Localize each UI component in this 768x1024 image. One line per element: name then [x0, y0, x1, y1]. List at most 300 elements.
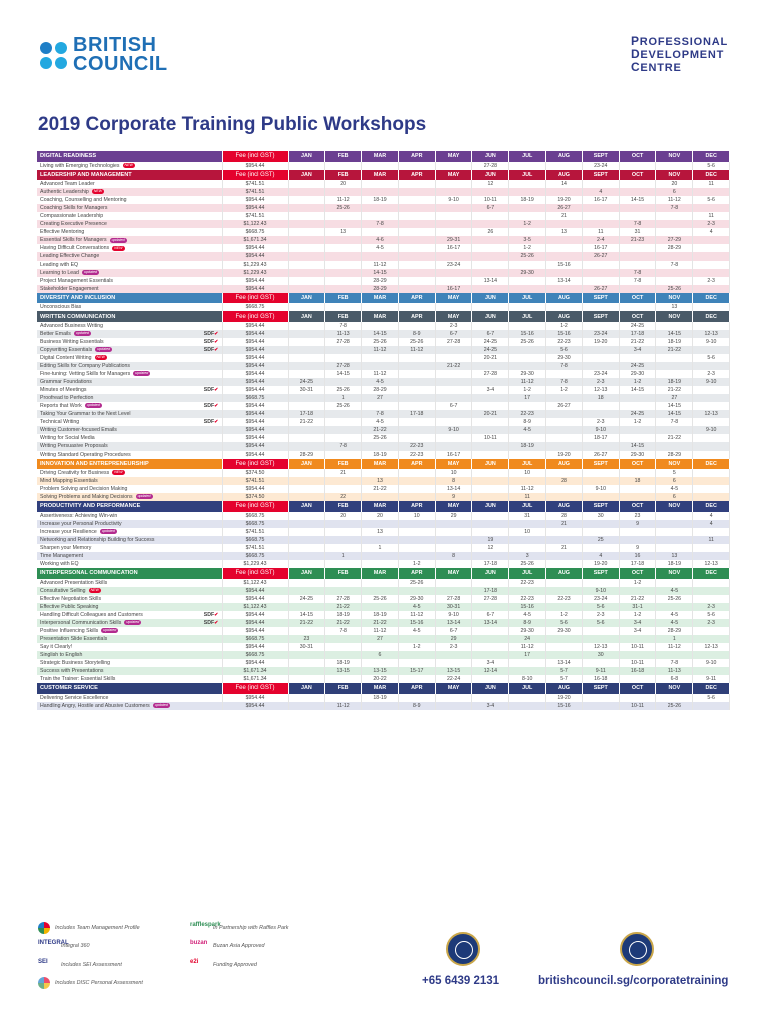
table-row[interactable] — [37, 651, 730, 659]
table-row[interactable] — [37, 536, 730, 544]
date-cell: 30-31 — [435, 603, 472, 611]
course-name: Effective Mentoring — [40, 229, 85, 236]
course-name-cell — [37, 667, 222, 675]
table-row[interactable] — [37, 204, 730, 212]
date-cell — [582, 635, 619, 643]
date-cell — [693, 261, 730, 269]
british-council-logo — [40, 36, 168, 74]
table-row[interactable] — [37, 528, 730, 536]
table-row[interactable] — [37, 330, 730, 338]
date-cell: 23 — [619, 512, 656, 520]
table-row[interactable] — [37, 485, 730, 493]
date-cell — [288, 277, 325, 285]
table-row[interactable] — [37, 362, 730, 370]
course-name: Working with EQ — [40, 561, 79, 568]
date-cell — [435, 228, 472, 236]
date-cell: 18 — [619, 477, 656, 485]
course-name: Proofread to Perfection — [40, 395, 94, 402]
fee-cell: $668.75 — [222, 394, 288, 402]
date-cell: 24-25 — [472, 338, 509, 346]
table-row[interactable] — [37, 643, 730, 651]
date-cell — [546, 303, 583, 311]
table-row[interactable] — [37, 220, 730, 228]
date-cell — [398, 386, 435, 394]
month-header: NOV — [656, 459, 693, 470]
date-cell: 2-4 — [582, 236, 619, 244]
month-header: AUG — [546, 683, 583, 694]
sdf-badge: SDF✔ — [203, 611, 219, 618]
date-cell: 13 — [546, 228, 583, 236]
table-row[interactable] — [37, 434, 730, 442]
date-cell — [325, 261, 362, 269]
date-cell — [435, 386, 472, 394]
course-name-cell — [37, 180, 222, 188]
course-name: Networking and Relationship Building for Success — [40, 536, 155, 543]
date-cell — [362, 362, 399, 370]
fee-cell: $954.44 — [222, 277, 288, 285]
month-header: AUG — [546, 293, 583, 304]
date-cell: 28 — [546, 477, 583, 485]
date-cell — [288, 228, 325, 236]
date-cell — [288, 702, 325, 710]
date-cell: 16 — [619, 552, 656, 560]
date-cell — [472, 520, 509, 528]
fee-cell: $954.44 — [222, 442, 288, 450]
date-cell — [546, 603, 583, 611]
date-cell: 21-22 — [325, 619, 362, 627]
date-cell — [619, 188, 656, 196]
updated-badge: updated — [86, 403, 100, 408]
date-cell — [325, 434, 362, 442]
table-row[interactable] — [37, 469, 730, 477]
date-cell: 4 — [693, 512, 730, 520]
table-row[interactable] — [37, 303, 730, 311]
date-cell — [435, 269, 472, 277]
table-row[interactable] — [37, 386, 730, 394]
date-cell: 10 — [398, 512, 435, 520]
course-name-cell — [37, 493, 222, 501]
date-cell: 27-29 — [656, 236, 693, 244]
month-header: JUN — [472, 151, 509, 162]
date-cell — [435, 560, 472, 568]
date-cell: 27-28 — [325, 362, 362, 370]
date-cell: 30-31 — [288, 386, 325, 394]
date-cell: 20-21 — [472, 410, 509, 418]
date-cell: 5-7 — [546, 667, 583, 675]
section-header — [37, 311, 730, 322]
sdf-badge: SDF✔ — [203, 338, 219, 345]
table-row[interactable] — [37, 277, 730, 285]
table-row[interactable] — [37, 675, 730, 683]
fee-cell: $668.75 — [222, 228, 288, 236]
date-cell — [362, 603, 399, 611]
date-cell — [472, 477, 509, 485]
date-cell: 20 — [656, 180, 693, 188]
date-cell: 28-29 — [288, 451, 325, 459]
table-row[interactable] — [37, 520, 730, 528]
table-row[interactable] — [37, 269, 730, 277]
updated-badge: updated — [135, 371, 149, 376]
month-header: JUL — [509, 683, 546, 694]
date-cell — [472, 603, 509, 611]
date-cell: 11-12 — [362, 370, 399, 378]
date-cell — [693, 667, 730, 675]
table-row[interactable] — [37, 451, 730, 459]
date-cell: 23-24 — [582, 370, 619, 378]
date-cell — [582, 180, 619, 188]
course-name-cell — [37, 410, 222, 418]
course-name: Writing Standard Operating Procedures — [40, 451, 131, 458]
month-header: AUG — [546, 501, 583, 512]
date-cell — [288, 485, 325, 493]
table-row[interactable] — [37, 611, 730, 619]
date-cell: 21-22 — [656, 434, 693, 442]
course-name: Unconscious Bias — [40, 304, 82, 311]
date-cell — [435, 410, 472, 418]
date-cell — [619, 261, 656, 269]
table-row[interactable] — [37, 338, 730, 346]
date-cell: 19-20 — [546, 196, 583, 204]
date-cell — [546, 552, 583, 560]
date-cell — [325, 579, 362, 587]
table-row[interactable] — [37, 603, 730, 611]
date-cell: 4-5 — [656, 619, 693, 627]
table-row[interactable] — [37, 595, 730, 603]
section-header — [37, 459, 730, 470]
course-name: Fine-tuning: Vetting Skills for Managers — [40, 371, 131, 378]
date-cell — [472, 322, 509, 330]
date-cell — [472, 261, 509, 269]
date-cell: 15-16 — [546, 330, 583, 338]
date-cell — [509, 362, 546, 370]
updated-badge: updated — [75, 330, 89, 335]
date-cell: 17-18 — [619, 330, 656, 338]
date-cell — [546, 587, 583, 595]
month-header: FEB — [325, 311, 362, 322]
date-cell — [546, 442, 583, 450]
course-name: Editing Skills for Company Publications — [40, 363, 130, 369]
table-row[interactable] — [37, 627, 730, 635]
date-cell: 27-28 — [472, 370, 509, 378]
date-cell: 21 — [546, 544, 583, 552]
date-cell — [398, 354, 435, 362]
table-row[interactable] — [37, 402, 730, 410]
date-cell: 3 — [509, 552, 546, 560]
table-row[interactable] — [37, 212, 730, 220]
date-cell: 20 — [325, 180, 362, 188]
date-cell — [325, 244, 362, 252]
course-name: Mind Mapping Essentials — [40, 478, 98, 485]
month-header: JUN — [472, 170, 509, 181]
course-name: Effective Negotiation Skills — [40, 595, 102, 602]
date-cell — [546, 244, 583, 252]
date-cell — [619, 180, 656, 188]
table-row[interactable] — [37, 236, 730, 244]
date-cell — [398, 180, 435, 188]
date-cell — [693, 394, 730, 402]
fee-cell: $954.44 — [222, 410, 288, 418]
date-cell — [582, 528, 619, 536]
date-cell: 28-29 — [362, 386, 399, 394]
table-row[interactable] — [37, 659, 730, 667]
date-cell: 1-2 — [398, 643, 435, 651]
month-header: OCT — [619, 459, 656, 470]
date-cell — [619, 469, 656, 477]
table-row[interactable] — [37, 252, 730, 260]
date-cell: 22 — [325, 493, 362, 501]
date-cell — [398, 552, 435, 560]
course-name-cell — [37, 536, 222, 544]
table-row[interactable] — [37, 493, 730, 501]
date-cell: 22-23 — [546, 338, 583, 346]
month-header: FEB — [325, 170, 362, 181]
table-row[interactable] — [37, 244, 730, 252]
date-cell — [435, 694, 472, 702]
date-cell — [656, 228, 693, 236]
table-row[interactable] — [37, 188, 730, 196]
date-cell: 13-15 — [435, 667, 472, 675]
date-cell: 4-5 — [656, 485, 693, 493]
date-cell — [656, 694, 693, 702]
course-name-cell — [37, 378, 222, 386]
course-name-cell — [37, 694, 222, 702]
date-cell: 9-10 — [435, 611, 472, 619]
date-cell — [398, 196, 435, 204]
table-row[interactable] — [37, 228, 730, 236]
month-header: JUN — [472, 501, 509, 512]
table-row[interactable] — [37, 477, 730, 485]
date-cell: 5-6 — [546, 346, 583, 354]
date-cell: 9 — [619, 544, 656, 552]
table-row[interactable] — [37, 346, 730, 354]
date-cell — [619, 587, 656, 595]
table-row[interactable] — [37, 694, 730, 702]
date-cell — [509, 354, 546, 362]
course-name-cell — [37, 188, 222, 196]
table-row[interactable] — [37, 196, 730, 204]
table-row[interactable] — [37, 180, 730, 188]
date-cell — [656, 162, 693, 170]
date-cell — [288, 579, 325, 587]
date-cell: 1-2 — [619, 611, 656, 619]
table-row[interactable] — [37, 285, 730, 293]
date-cell — [619, 212, 656, 220]
date-cell — [288, 204, 325, 212]
date-cell: 18-19 — [656, 378, 693, 386]
month-header: SEPT — [582, 683, 619, 694]
date-cell — [398, 635, 435, 643]
date-cell — [325, 643, 362, 651]
date-cell — [582, 544, 619, 552]
date-cell: 2-3 — [582, 378, 619, 386]
fee-cell: $741.51 — [222, 212, 288, 220]
date-cell — [435, 434, 472, 442]
date-cell: 31 — [509, 512, 546, 520]
date-cell: 18-19 — [362, 451, 399, 459]
date-cell: 9-10 — [693, 338, 730, 346]
month-header: MAY — [435, 501, 472, 512]
date-cell — [398, 485, 435, 493]
course-name: Positive Influencing Skills — [40, 627, 99, 634]
date-cell: 1 — [325, 552, 362, 560]
date-cell — [546, 643, 583, 651]
date-cell: 16-17 — [582, 244, 619, 252]
section-title: DIVERSITY AND INCLUSION — [37, 293, 222, 304]
date-cell — [472, 244, 509, 252]
date-cell — [472, 643, 509, 651]
month-header: OCT — [619, 170, 656, 181]
date-cell — [398, 426, 435, 434]
table-row[interactable] — [37, 587, 730, 595]
date-cell — [325, 378, 362, 386]
legend — [38, 918, 358, 990]
table-row[interactable] — [37, 635, 730, 643]
table-row[interactable] — [37, 512, 730, 520]
date-cell: 3-4 — [472, 659, 509, 667]
date-cell — [325, 485, 362, 493]
date-cell: 27-28 — [325, 595, 362, 603]
date-cell: 28-29 — [656, 451, 693, 459]
table-row[interactable] — [37, 261, 730, 269]
fee-cell: $1,229.43 — [222, 269, 288, 277]
date-cell: 9-10 — [693, 378, 730, 386]
course-name: Handling Difficult Colleagues and Customers — [40, 611, 143, 618]
section-title: CUSTOMER SERVICE — [37, 683, 222, 694]
table-row[interactable] — [37, 442, 730, 450]
month-header: JAN — [288, 311, 325, 322]
date-cell: 18-19 — [509, 196, 546, 204]
date-cell — [398, 188, 435, 196]
date-cell: 2-3 — [435, 643, 472, 651]
course-name: Increase your Resilience — [40, 528, 97, 535]
date-cell: 2-3 — [693, 220, 730, 228]
month-header: JUL — [509, 311, 546, 322]
date-cell — [509, 451, 546, 459]
table-row[interactable] — [37, 354, 730, 362]
date-cell: 27-28 — [435, 338, 472, 346]
date-cell: 25-26 — [362, 338, 399, 346]
table-row[interactable] — [37, 667, 730, 675]
date-cell: 14-15 — [362, 330, 399, 338]
date-cell — [288, 587, 325, 595]
table-row[interactable] — [37, 579, 730, 587]
course-name-cell — [37, 269, 222, 277]
date-cell: 21-22 — [362, 619, 399, 627]
date-cell — [546, 252, 583, 260]
date-cell — [325, 269, 362, 277]
date-cell — [619, 528, 656, 536]
table-row[interactable] — [37, 162, 730, 170]
course-name: Essential Skills for Managers — [40, 237, 107, 244]
date-cell: 1-2 — [546, 386, 583, 394]
course-name: Strategic Business Storytelling — [40, 660, 111, 667]
date-cell: 4 — [693, 228, 730, 236]
date-cell — [288, 354, 325, 362]
course-name: Leading Effective Change — [40, 253, 100, 260]
date-cell: 8 — [435, 552, 472, 560]
date-cell: 6-7 — [435, 627, 472, 635]
course-name: Advanced Business Writing — [40, 322, 104, 329]
date-cell: 6-7 — [435, 330, 472, 338]
month-header: NOV — [656, 683, 693, 694]
sei-logo-icon: SEI — [38, 959, 48, 965]
date-cell — [509, 434, 546, 442]
month-header: FEB — [325, 293, 362, 304]
date-cell: 29-30 — [398, 595, 435, 603]
contact-website[interactable]: britishcouncil.sg/corporatetraining — [538, 975, 729, 987]
table-row[interactable] — [37, 544, 730, 552]
date-cell — [325, 694, 362, 702]
date-cell — [398, 370, 435, 378]
table-row[interactable] — [37, 370, 730, 378]
fee-header: Fee (incl GST) — [222, 311, 288, 322]
date-cell: 1-2 — [398, 560, 435, 568]
table-row[interactable] — [37, 619, 730, 627]
date-cell: 7-8 — [656, 204, 693, 212]
date-cell: 16-17 — [435, 451, 472, 459]
table-row[interactable] — [37, 702, 730, 710]
date-cell: 3-4 — [472, 386, 509, 394]
table-row[interactable] — [37, 394, 730, 402]
date-cell — [288, 236, 325, 244]
table-row[interactable] — [37, 418, 730, 426]
month-header: MAR — [362, 683, 399, 694]
date-cell — [288, 667, 325, 675]
date-cell: 6 — [656, 477, 693, 485]
course-name-cell — [37, 162, 222, 170]
date-cell — [582, 346, 619, 354]
workshop-schedule-table — [37, 151, 730, 710]
date-cell — [288, 469, 325, 477]
date-cell: 26-27 — [546, 204, 583, 212]
table-row[interactable] — [37, 378, 730, 386]
fee-cell: $741.51 — [222, 477, 288, 485]
date-cell: 5-6 — [582, 619, 619, 627]
fee-cell: $668.75 — [222, 303, 288, 311]
date-cell: 16-17 — [435, 244, 472, 252]
fee-cell: $954.44 — [222, 426, 288, 434]
date-cell — [472, 285, 509, 293]
date-cell: 13-14 — [546, 659, 583, 667]
table-row[interactable] — [37, 560, 730, 568]
course-name: Writing Customer-focused Emails — [40, 427, 117, 434]
date-cell — [435, 394, 472, 402]
fee-cell: $954.44 — [222, 386, 288, 394]
new-badge: NEW — [114, 470, 123, 475]
table-row[interactable] — [37, 552, 730, 560]
date-cell — [288, 330, 325, 338]
legend-sei: SEI Includes SEI Assessment — [38, 959, 122, 971]
fee-cell: $1,122.43 — [222, 579, 288, 587]
month-header: FEB — [325, 568, 362, 579]
fee-cell: $954.44 — [222, 485, 288, 493]
raffles-park-logo-icon: rafflespark — [190, 922, 221, 928]
date-cell — [582, 410, 619, 418]
date-cell: 29-30 — [509, 269, 546, 277]
date-cell — [546, 236, 583, 244]
table-row[interactable] — [37, 322, 730, 330]
date-cell: 4 — [582, 552, 619, 560]
date-cell: 28-29 — [362, 285, 399, 293]
table-row[interactable] — [37, 426, 730, 434]
fee-cell: $954.44 — [222, 694, 288, 702]
date-cell — [693, 477, 730, 485]
course-name: Project Management Essentials — [40, 277, 113, 284]
sdf-badge: SDF✔ — [203, 387, 219, 394]
table-row[interactable] — [37, 410, 730, 418]
date-cell: 11-12 — [656, 643, 693, 651]
date-cell — [288, 603, 325, 611]
